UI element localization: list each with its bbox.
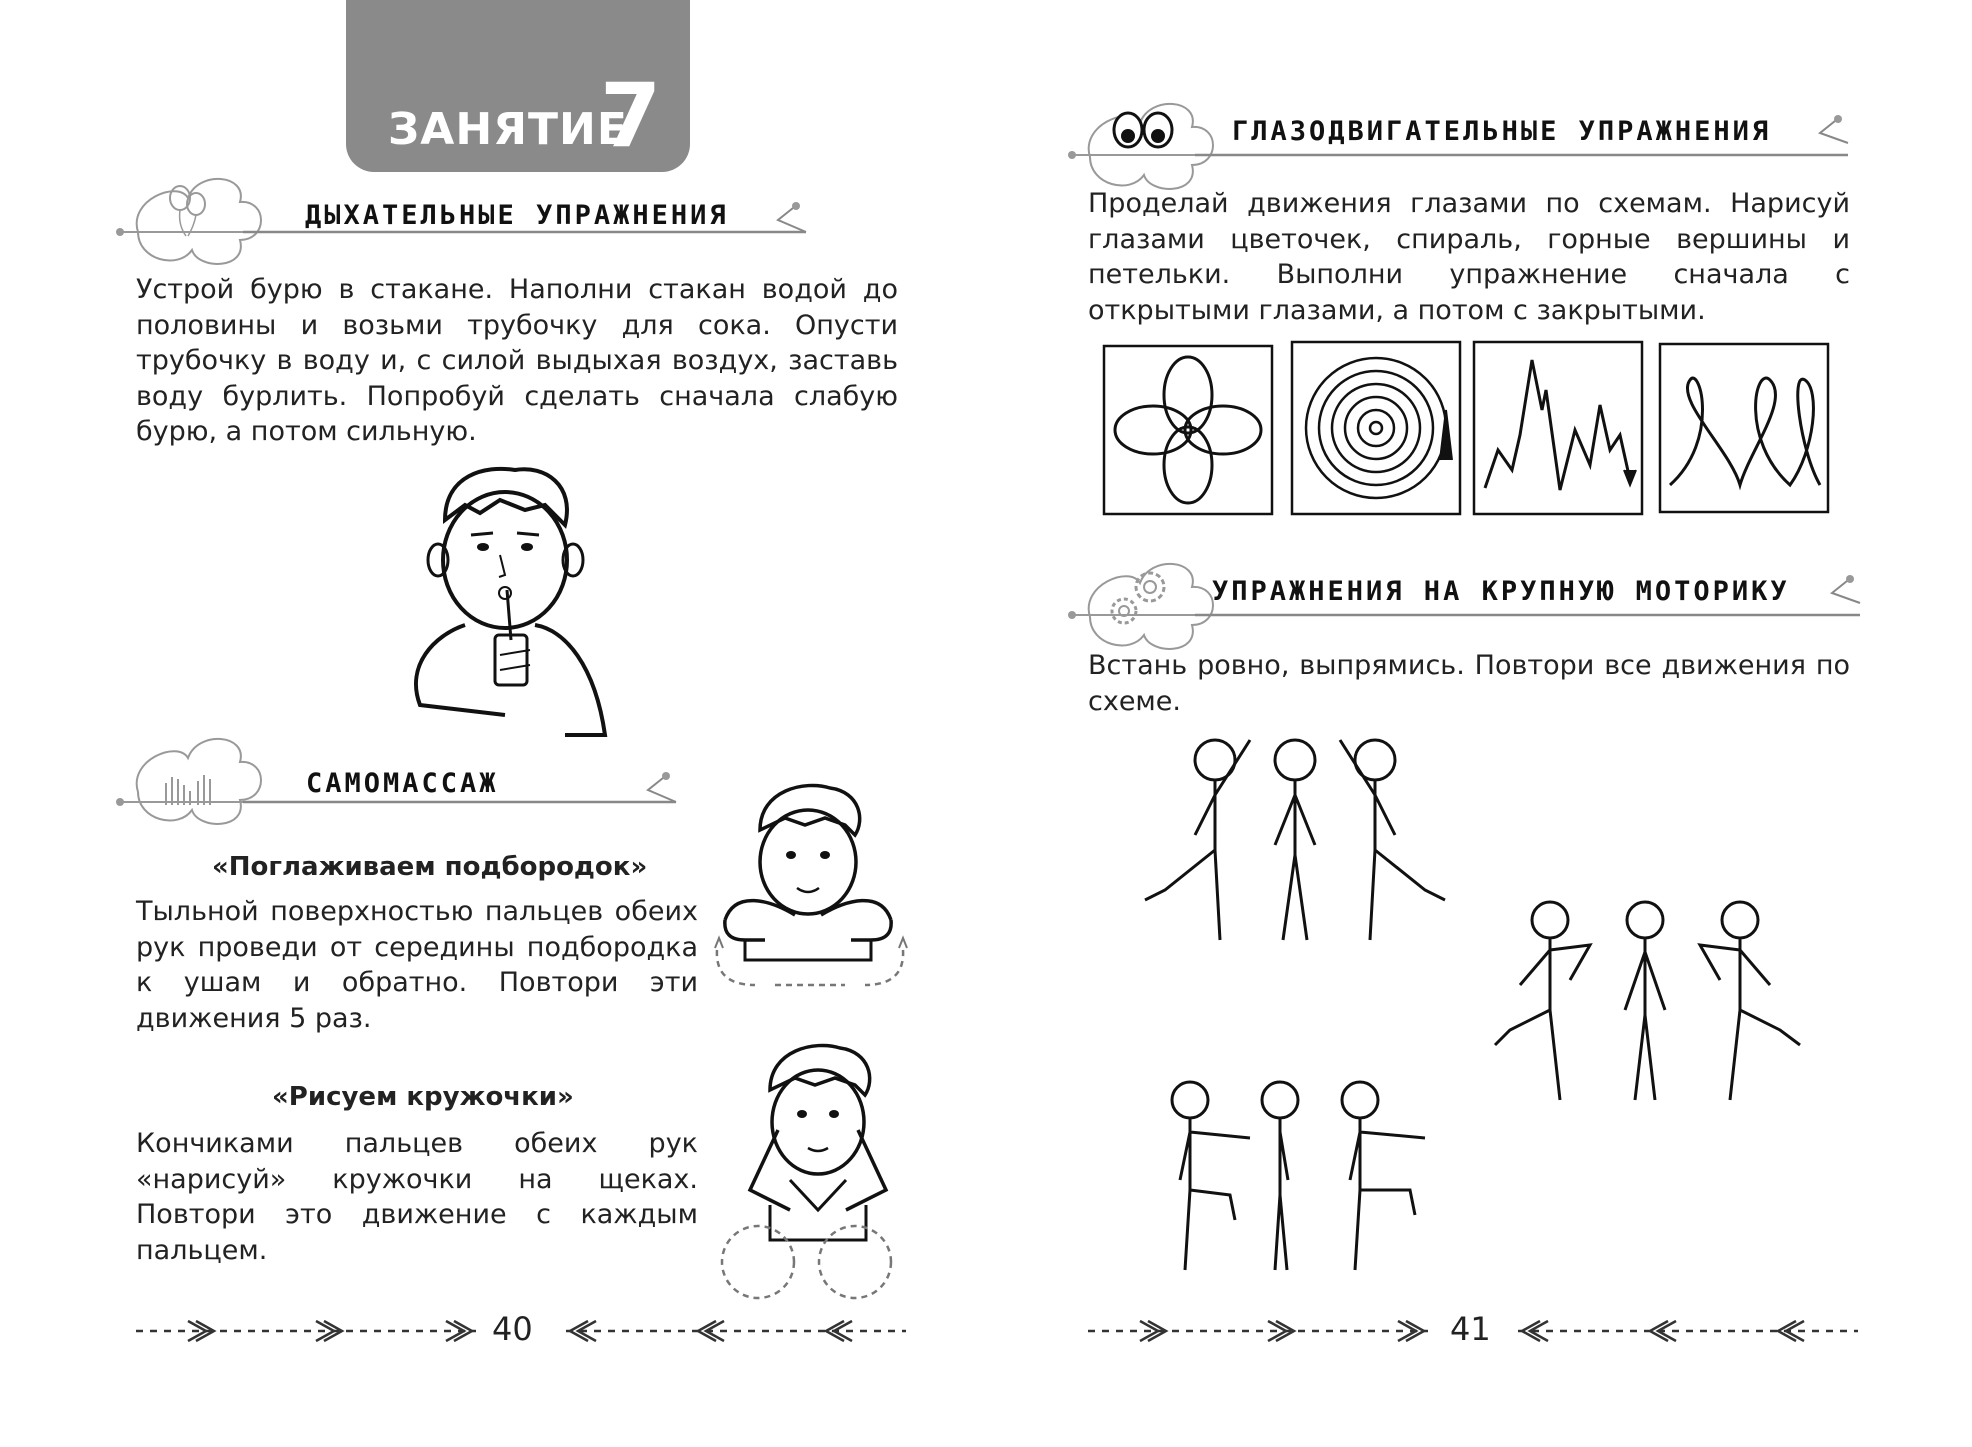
breathing-heading: ДЫХАТЕЛЬНЫЕ УПРАЖНЕНИЯ [305, 200, 729, 231]
gears-icon [1100, 565, 1180, 635]
hands-icon [158, 765, 218, 815]
eyes-text: Проделай движения глазами по схемам. Нарисуй глазами цветочек, спираль, горные вершины и петельки. Выполни упражнение сначала с открытыми глазами, а потом с закрытыми. [1088, 188, 1850, 326]
motor-heading: УПРАЖНЕНИЯ НА КРУПНУЮ МОТОРИКУ [1212, 576, 1790, 607]
exercise-2-text: Кончиками пальцев обеих рук «нарисуй» кружочки на щеках. Повтори это движение с каждым пальцем. [136, 1128, 698, 1266]
page-number-right: 41 [1450, 1310, 1491, 1348]
eyes-heading: ГЛАЗОДВИГАТЕЛЬНЫЕ УПРАЖНЕНИЯ [1232, 116, 1772, 147]
figures-group-3 [1130, 1070, 1450, 1280]
exercise-2-title: «Рисуем кружочки» [272, 1082, 574, 1112]
exercise-1-text: Тыльной поверхностью пальцев обеих рук проведи от середины подбородка к ушам и обратно. Повтори эти движения 5 раз. [136, 896, 698, 1034]
eyes-icon [1108, 108, 1178, 158]
boy-cheeks-illustration [730, 1040, 905, 1300]
page-number-left: 40 [492, 1310, 533, 1348]
figures-group-2 [1480, 890, 1820, 1110]
eye-diagrams [1100, 340, 1890, 520]
peaks-diagram [1474, 342, 1642, 514]
lesson-word: ЗАНЯТИЕ [388, 104, 628, 155]
exercise-1-title: «Поглаживаем подбородок» [212, 852, 648, 882]
boy-straw-illustration [405, 465, 615, 745]
lesson-number: 7 [600, 64, 662, 167]
motor-text: Встань ровно, выпрямись. Повтори все движения по схеме. [1088, 650, 1850, 717]
lesson-tab [346, 0, 690, 172]
spiral-diagram [1292, 342, 1460, 514]
boy-chin-illustration [715, 780, 905, 1000]
flower-diagram [1104, 346, 1272, 514]
loops-diagram [1660, 344, 1828, 512]
balloons-icon [158, 180, 218, 240]
massage-heading: САМОМАССАЖ [306, 768, 499, 799]
breathing-text: Устрой бурю в стакане. Наполни стакан водой до половины и возьми трубочку для сока. Опусти трубочку в воду и, с силой выдыхая воздух, заставь воду бурлить. Попробуй сделать сначала слабую бурю, а потом сильную. [136, 274, 898, 447]
figures-group-1 [1125, 720, 1470, 950]
